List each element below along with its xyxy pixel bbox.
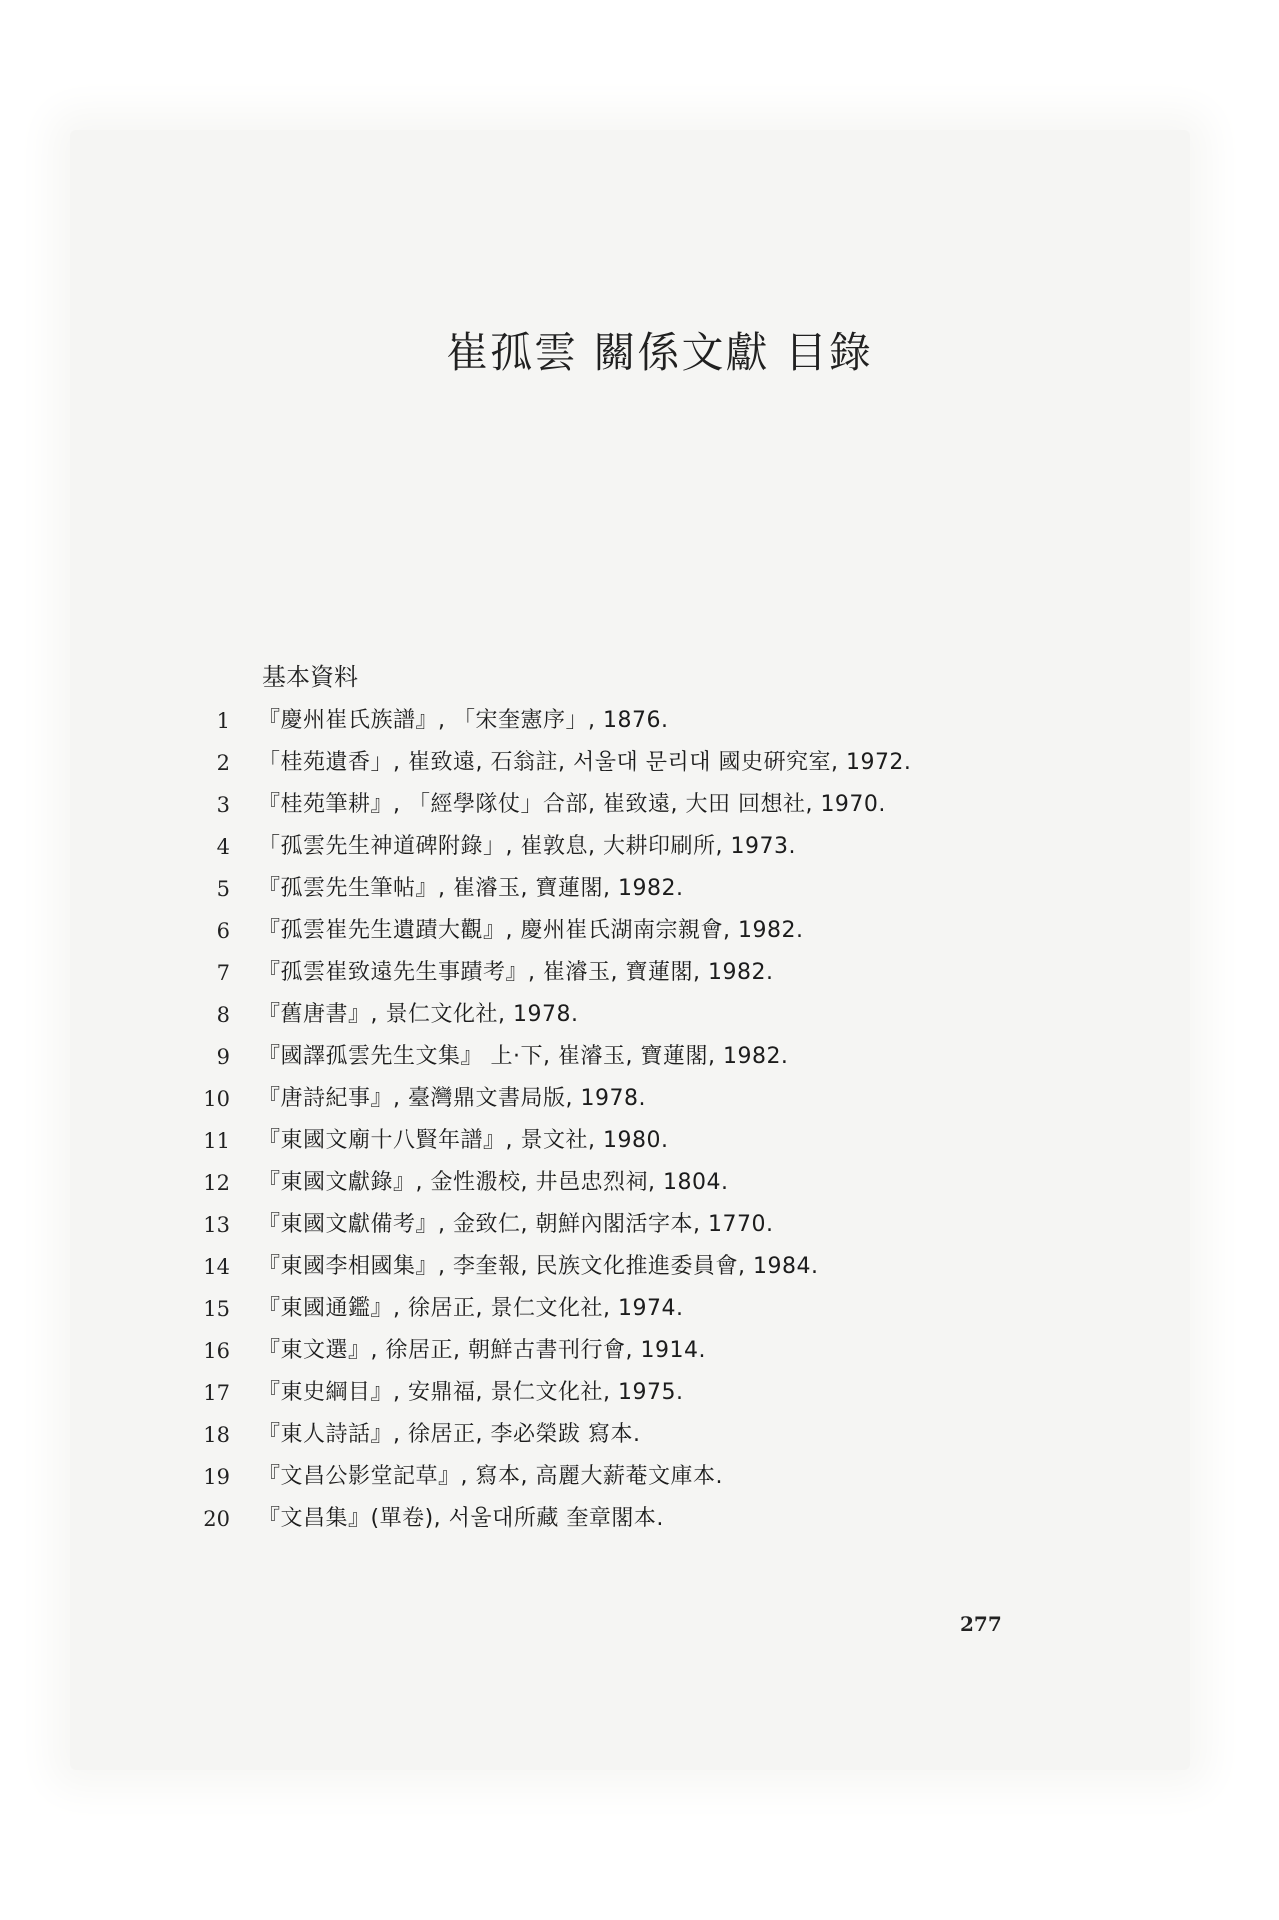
entry-number: 8: [216, 1003, 230, 1027]
entry-number: 16: [203, 1339, 230, 1363]
list-item: [200, 784, 1060, 826]
list-item: [200, 826, 1060, 868]
entry-number: 11: [203, 1129, 230, 1153]
entry-text: 「孤雲先生神道碑附錄」, 崔敦息, 大耕印刷所, 1973.: [258, 834, 796, 859]
entry-text: 『慶州崔氏族譜』, 「宋奎憲序」, 1876.: [258, 708, 669, 733]
entry-text: 『孤雲先生筆帖』, 崔濬玉, 寶蓮閣, 1982.: [258, 876, 684, 901]
list-item: [200, 952, 1060, 994]
list-item: [200, 1036, 1060, 1078]
entry-text: 『東國李相國集』, 李奎報, 民族文化推進委員會, 1984.: [258, 1254, 819, 1279]
list-item: [200, 1330, 1060, 1372]
entry-number: 10: [203, 1087, 230, 1111]
entry-text: 『舊唐書』, 景仁文化社, 1978.: [258, 1002, 579, 1027]
list-item: [200, 994, 1060, 1036]
list-item: [200, 1120, 1060, 1162]
entry-text: 『文昌集』(單卷), 서울대所藏 奎章閣本.: [258, 1506, 664, 1531]
entry-text: 『唐詩紀事』, 臺灣鼎文書局版, 1978.: [258, 1086, 646, 1111]
entry-text: 『文昌公影堂記草』, 寫本, 高麗大薪菴文庫本.: [258, 1464, 723, 1489]
entry-number: 2: [216, 751, 230, 775]
entry-text: 『桂苑筆耕』, 「經學隊仗」合部, 崔致遠, 大田 回想社, 1970.: [258, 792, 886, 817]
list-item: [200, 1246, 1060, 1288]
list-item: [200, 1204, 1060, 1246]
entry-number: 19: [203, 1465, 230, 1489]
list-item: [200, 868, 1060, 910]
entry-number: 14: [203, 1255, 230, 1279]
entry-text: 『東文選』, 徐居正, 朝鮮古書刊行會, 1914.: [258, 1338, 706, 1363]
entry-text: 『東史綱目』, 安鼎福, 景仁文化社, 1975.: [258, 1380, 684, 1405]
section-heading: 基本資料: [262, 663, 358, 691]
entry-text: 『孤雲崔致遠先生事蹟考』, 崔濬玉, 寶蓮閣, 1982.: [258, 960, 774, 985]
entry-text: 『國譯孤雲先生文集』 上·下, 崔濬玉, 寶蓮閣, 1982.: [258, 1044, 789, 1069]
entry-text: 『東國文獻備考』, 金致仁, 朝鮮內閣活字本, 1770.: [258, 1212, 774, 1237]
entry-number: 6: [216, 919, 230, 943]
entry-number: 1: [216, 709, 230, 733]
page-number: 277: [960, 1612, 1002, 1636]
entry-number: 18: [203, 1423, 230, 1447]
entry-text: 『東國文獻錄』, 金性溵校, 井邑忠烈祠, 1804.: [258, 1170, 729, 1195]
entry-text: 『東國文廟十八賢年譜』, 景文社, 1980.: [258, 1128, 669, 1153]
bibliography-list: [200, 700, 1060, 1540]
entry-number: 5: [216, 877, 230, 901]
entry-number: 3: [216, 793, 230, 817]
entry-number: 15: [203, 1297, 230, 1321]
entry-text: 『東人詩話』, 徐居正, 李必榮跋 寫本.: [258, 1422, 641, 1447]
entry-number: 9: [216, 1045, 230, 1069]
entry-number: 20: [203, 1507, 230, 1531]
entry-number: 12: [203, 1171, 230, 1195]
list-item: [200, 1372, 1060, 1414]
list-item: [200, 742, 1060, 784]
list-item: [200, 1288, 1060, 1330]
entry-text: 「桂苑遺香」, 崔致遠, 石翁註, 서울대 문리대 國史硏究室, 1972.: [258, 750, 912, 775]
list-item: [200, 1414, 1060, 1456]
list-item: [200, 1498, 1060, 1540]
list-item: [200, 910, 1060, 952]
page-title: 崔孤雲 關係文獻 目錄: [446, 328, 873, 377]
list-item: [200, 1162, 1060, 1204]
entry-number: 17: [203, 1381, 230, 1405]
list-item: [200, 1456, 1060, 1498]
list-item: [200, 700, 1060, 742]
entry-text: 『東國通鑑』, 徐居正, 景仁文化社, 1974.: [258, 1296, 684, 1321]
entry-number: 13: [203, 1213, 230, 1237]
entry-number: 4: [216, 835, 230, 859]
entry-number: 7: [216, 961, 230, 985]
entry-text: 『孤雲崔先生遺蹟大觀』, 慶州崔氏湖南宗親會, 1982.: [258, 918, 804, 943]
list-item: [200, 1078, 1060, 1120]
